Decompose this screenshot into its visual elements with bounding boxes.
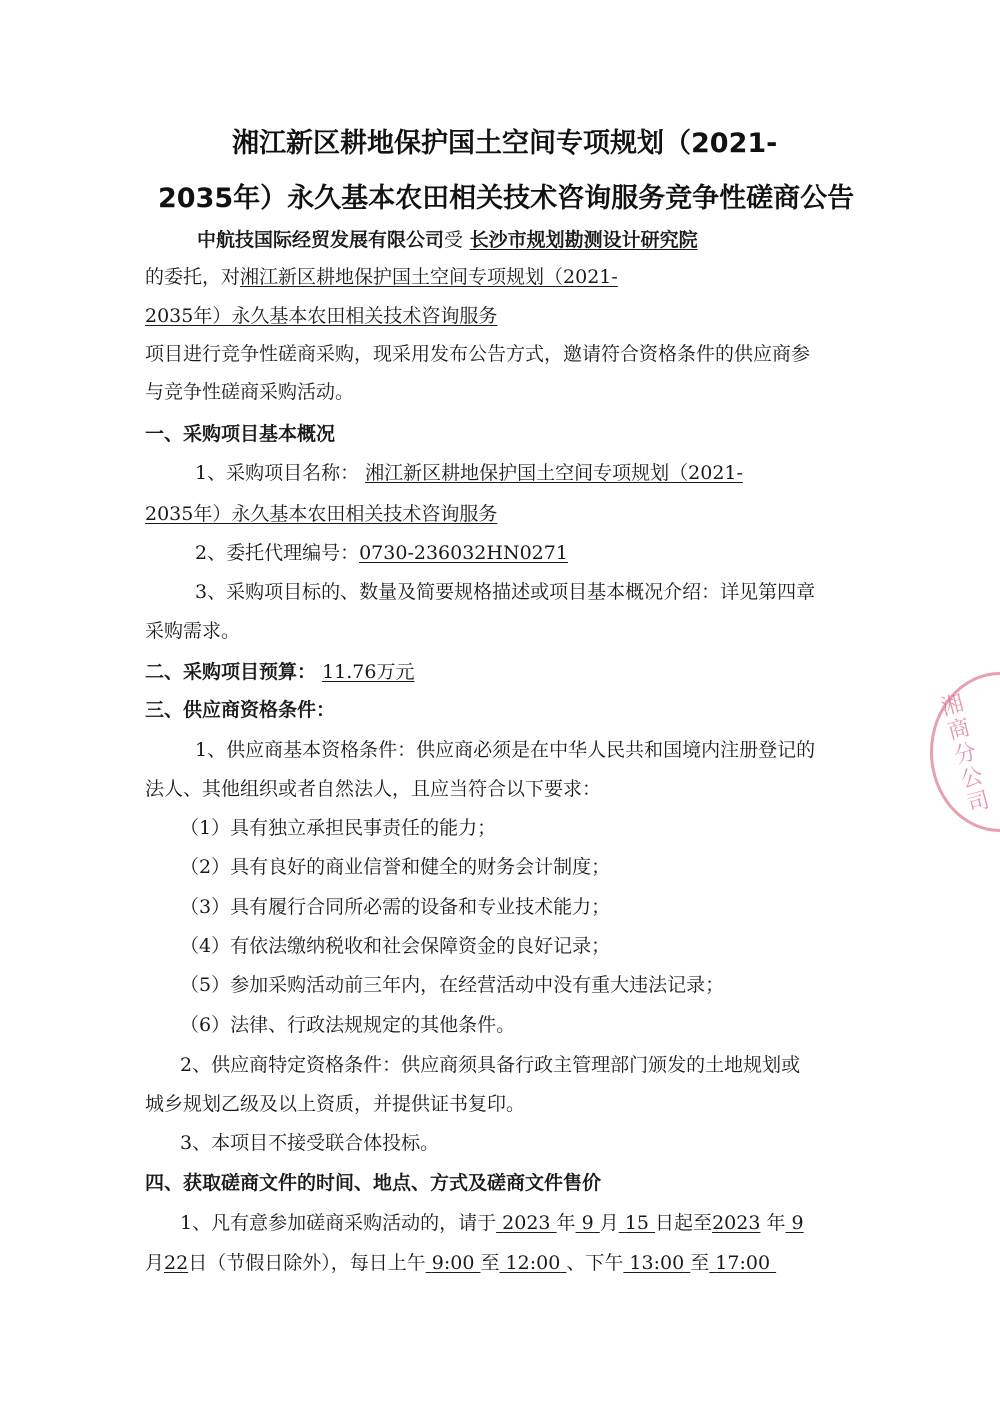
sec1-item1-line-1: [195, 461, 743, 485]
sec4-p1-text: 1、凡有意参加磋商采购活动的，请于: [180, 1212, 497, 1234]
requirement-4: （4）有依法缴纳税收和社会保障资金的良好记录；: [180, 935, 611, 957]
ri-qi-zhi: 日起至: [655, 1212, 713, 1234]
item1-value-line-1: 湘江新区耕地保护国土空间专项规划（2021-: [365, 462, 743, 484]
requirement-6: （6）法律、行政法规规定的其他条件。: [180, 1014, 516, 1036]
zhi-1: 至: [480, 1252, 500, 1274]
start-day: [619, 1212, 655, 1234]
pm-start: [623, 1252, 690, 1274]
am-start: [426, 1252, 481, 1274]
sec4-para-line-2: [145, 1251, 776, 1275]
yue-2: 月: [145, 1252, 165, 1274]
budget-value: 11.76万元: [322, 661, 415, 683]
am-end-value: 12:00: [505, 1252, 561, 1274]
intro-para-line-1: 项目进行竞争性磋商采购，现采用发布公告方式，邀请符合资格条件的供应商参: [145, 343, 811, 365]
am-end: [500, 1252, 567, 1274]
sec1-item2: [195, 541, 568, 565]
intro-para-line-2: 与竞争性磋商采购活动。: [145, 381, 355, 403]
end-month-value: 9: [791, 1212, 804, 1234]
pm-label: 、下午: [566, 1252, 624, 1274]
start-year-value: 2023: [502, 1212, 551, 1234]
sec3-basic-line-1: 1、供应商基本资格条件：供应商必须是在中华人民共和国境内注册登记的: [195, 739, 816, 761]
section-4-heading: 四、获取磋商文件的时间、地点、方式及磋商文件售价: [145, 1172, 602, 1194]
start-year: [496, 1212, 556, 1234]
pm-start-value: 13:00: [629, 1252, 685, 1274]
am-start-value: 9:00: [431, 1252, 475, 1274]
title-line-2: 2035年）永久基本农田相关技术咨询服务竞争性磋商公告: [158, 183, 855, 214]
intro-line-2: [145, 265, 618, 289]
end-day: 22: [164, 1252, 189, 1274]
client-name: 长沙市规划勘测设计研究院: [469, 229, 698, 251]
sec1-item1-line-2: 2035年）永久基本农田相关技术咨询服务: [145, 503, 498, 525]
section-1-heading: 一、采购项目基本概况: [145, 423, 336, 445]
company-seal-text: 湘商分公司: [935, 690, 992, 819]
item2-value: 0730-236032HN0271: [359, 542, 568, 564]
end-month: [785, 1212, 803, 1234]
start-month-value: 9: [581, 1212, 594, 1234]
project-name-line-2: 2035年）永久基本农田相关技术咨询服务: [145, 305, 498, 327]
sec4-para-line-1: [180, 1211, 804, 1235]
intro-line-1: [197, 228, 698, 252]
requirement-5: （5）参加采购活动前三年内，在经营活动中没有重大违法记录；: [180, 974, 725, 996]
start-day-value: 15: [624, 1212, 649, 1234]
agent-name: 中航技国际经贸发展有限公司: [197, 229, 445, 251]
section-3-heading: 三、供应商资格条件：: [145, 699, 336, 721]
zhi-2: 至: [690, 1252, 710, 1274]
end-year: 2023: [712, 1212, 761, 1234]
shou-text: 受: [444, 229, 464, 251]
sec3-special-line-2: 城乡规划乙级及以上资质，并提供证书复印。: [145, 1093, 526, 1115]
requirement-3: （3）具有履行合同所必需的设备和专业技术能力；: [180, 896, 611, 918]
title-line-1: 湘江新区耕地保护国土空间专项规划（2021-: [232, 128, 778, 159]
sec1-item3-line-2: 采购需求。: [145, 620, 241, 642]
section-2-heading: 二、采购项目预算：: [145, 661, 317, 683]
pm-end: [709, 1252, 776, 1274]
nian-2: 年: [766, 1212, 786, 1234]
sec3-item3: 3、本项目不接受联合体投标。: [180, 1132, 440, 1154]
item1-label: 1、采购项目名称：: [195, 462, 360, 484]
start-month: [576, 1212, 600, 1234]
nian-1: 年: [556, 1212, 576, 1234]
requirement-1: （1）具有独立承担民事责任的能力；: [180, 817, 497, 839]
requirement-2: （2）具有良好的商业信誉和健全的财务会计制度；: [180, 856, 611, 878]
sec1-item3-line-1: 3、采购项目标的、数量及简要规格描述或项目基本概况介绍：详见第四章: [195, 581, 816, 603]
ri-paren-text: 日（节假日除外），每日上午: [188, 1252, 426, 1274]
pm-end-value: 17:00: [715, 1252, 771, 1274]
sec3-special-line-1: 2、供应商特定资格条件：供应商须具备行政主管理部门颁发的土地规划或: [180, 1054, 801, 1076]
section-2-line: [145, 660, 414, 684]
item2-label: 2、委托代理编号：: [195, 542, 360, 564]
yue-1: 月: [599, 1212, 619, 1234]
entrust-text: 的委托，对: [145, 266, 241, 288]
sec3-basic-line-2: 法人、其他组织或者自然法人，且应当符合以下要求：: [145, 778, 602, 800]
project-name-line-1: 湘江新区耕地保护国土空间专项规划（2021-: [240, 266, 618, 288]
